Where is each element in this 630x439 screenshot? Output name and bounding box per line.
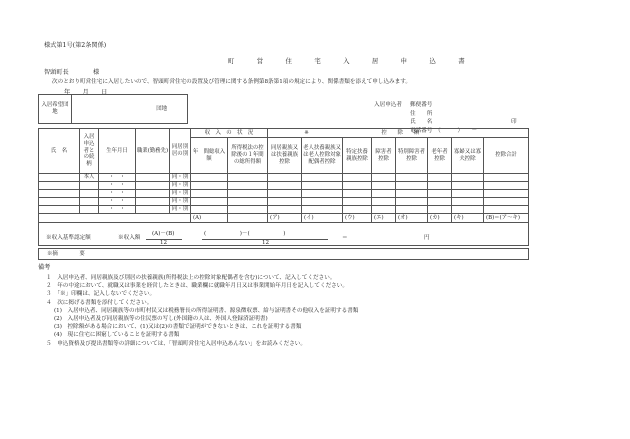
notes-title: 備考 [38, 264, 51, 271]
form-number: 様式第1号(第2条関係) [44, 42, 107, 49]
seal-mark: 印 [511, 119, 517, 125]
cell-same[interactable]: 同・別 [169, 205, 191, 214]
col-dependent: 同居親族又は扶養親族控除 [267, 137, 302, 174]
cell-relation[interactable]: 本人 [79, 173, 99, 182]
applicant-label: 入居申込者 [374, 102, 402, 108]
addressee-suffix: 様 [93, 69, 100, 76]
col-total: 控除合計 [483, 137, 529, 174]
cell-birth[interactable]: ・ ・ [98, 181, 136, 190]
note-item: (2) 入居申込者及び同居親族等の住民票の写し(外国籍の人は、外国人登録済証明書) [54, 316, 268, 322]
cell-birth[interactable]: ・ ・ [98, 173, 136, 182]
letter-cell: (ウ) [342, 213, 372, 223]
letter-cell: (カ) [427, 213, 452, 223]
date-line: 年 月 日 [64, 89, 108, 96]
col-disabled: 障害者控除 [371, 137, 396, 174]
col-same: 同居別居の別 [169, 128, 191, 174]
cell-same[interactable]: 同・別 [169, 173, 191, 182]
letter-cell: (イ) [301, 213, 343, 223]
page-title: 町 営 住 宅 入 居 申 込 書 [228, 57, 473, 65]
note-item: ４ 次に掲げる書類を添付してください。 [46, 299, 153, 306]
col-widow: 寡婦又は寡夫控除 [451, 137, 484, 174]
note-item: (4) 現に住宅に困窮していることを証明する書類 [54, 332, 180, 339]
col-income-after: 所得税法の控除後の１年間の総所得額 [227, 137, 268, 174]
intro-text: 次のとおり町営住宅に入居したいので、智頭町営住宅の設置及び管理に関する条例第8条第1項の規定により、関係書類を添えて申し込みます。 [52, 79, 411, 85]
housing-header: 入居希望団 地 [38, 94, 72, 124]
cell-birth[interactable]: ・ ・ [98, 197, 136, 206]
deduct-header: ※ 控 除 額 [267, 128, 529, 138]
letter-cell: (キ) [451, 213, 484, 223]
cell-birth[interactable]: ・ ・ [98, 205, 136, 214]
cell-same[interactable]: 同・別 [169, 189, 191, 198]
cell-same[interactable]: 同・別 [169, 197, 191, 206]
phone-label: 電話番号 （ ） － [410, 128, 478, 134]
letter-cell: (オ) [395, 213, 428, 223]
base-label: ※収入基準認定額 [46, 235, 91, 241]
cell-same[interactable]: 同・別 [169, 181, 191, 190]
letter-cell: (エ) [371, 213, 396, 223]
postal-label: 郵便番号 [410, 102, 433, 108]
note-item: ２ 年の中途において、就職又は事業を経営したときは、職業欄に就職年月日又は事業開始年月日を記入してください。 [46, 283, 348, 290]
col-annual: 年 間総収入額 [190, 137, 228, 174]
note-item: (3) 控除額がある場合において、(1)又は(2)の書類で証明ができないときは、これを証明する書類 [54, 324, 302, 331]
col-job: 職業(勤務先) [135, 128, 170, 174]
col-relation: 入居申込者との続柄 [79, 128, 99, 174]
equals-sign: ＝ [342, 235, 348, 241]
col-aged: 老年者控除 [427, 137, 452, 174]
paren-bottom: 12 [262, 240, 270, 246]
letter-cell: (B)＝(ア〜キ) [483, 213, 529, 223]
col-special-disabled: 特別障害者控除 [395, 137, 428, 174]
note-item: (1) 入居申込者、同居親族等の市町村民又は税務署長の所得証明書、源泉徴収票、給与証明書その他収入を証明する書類 [54, 307, 359, 314]
col-birth: 生年月日 [98, 128, 136, 174]
name-label: 氏 名 [410, 119, 433, 125]
letter-cell: (A) [190, 213, 228, 223]
income-header: 収 入 の 状 況 [190, 128, 268, 138]
formula-top: (A)－(B) [152, 231, 175, 237]
remarks-row: ※摘 要 [38, 248, 529, 260]
deduct-sign: ※ [304, 129, 309, 136]
address-label: 住 所 [410, 111, 433, 117]
yen-unit: 円 [424, 235, 430, 241]
addressee: 智頭町長 [44, 69, 69, 76]
paren-top: ( )－( ) [204, 231, 286, 237]
col-elder: 老人扶養親族又は老人控除対象配偶者控除 [301, 137, 343, 174]
cell-birth[interactable]: ・ ・ [98, 189, 136, 198]
formula-bottom: 12 [160, 240, 168, 246]
housing-field[interactable]: 団地 [71, 94, 188, 124]
col-special: 特定扶養親族控除 [342, 137, 372, 174]
note-item: １ 入居申込者、同居親族及び別居の扶養親族(所得税法上の控除対象配偶者を含む)について、記入してください。 [46, 275, 336, 281]
col-name: 氏 名 [38, 128, 80, 174]
note-item: ３ 「※」印欄は、記入しないでください。 [46, 291, 156, 298]
letter-cell: (ア) [267, 213, 302, 223]
note-item: ５ 申込資格及び提出書類等の詳細については、「智頭町営住宅入居申込あんない」をお読みください。 [46, 340, 306, 347]
income-label: ※収入額 [118, 235, 141, 241]
